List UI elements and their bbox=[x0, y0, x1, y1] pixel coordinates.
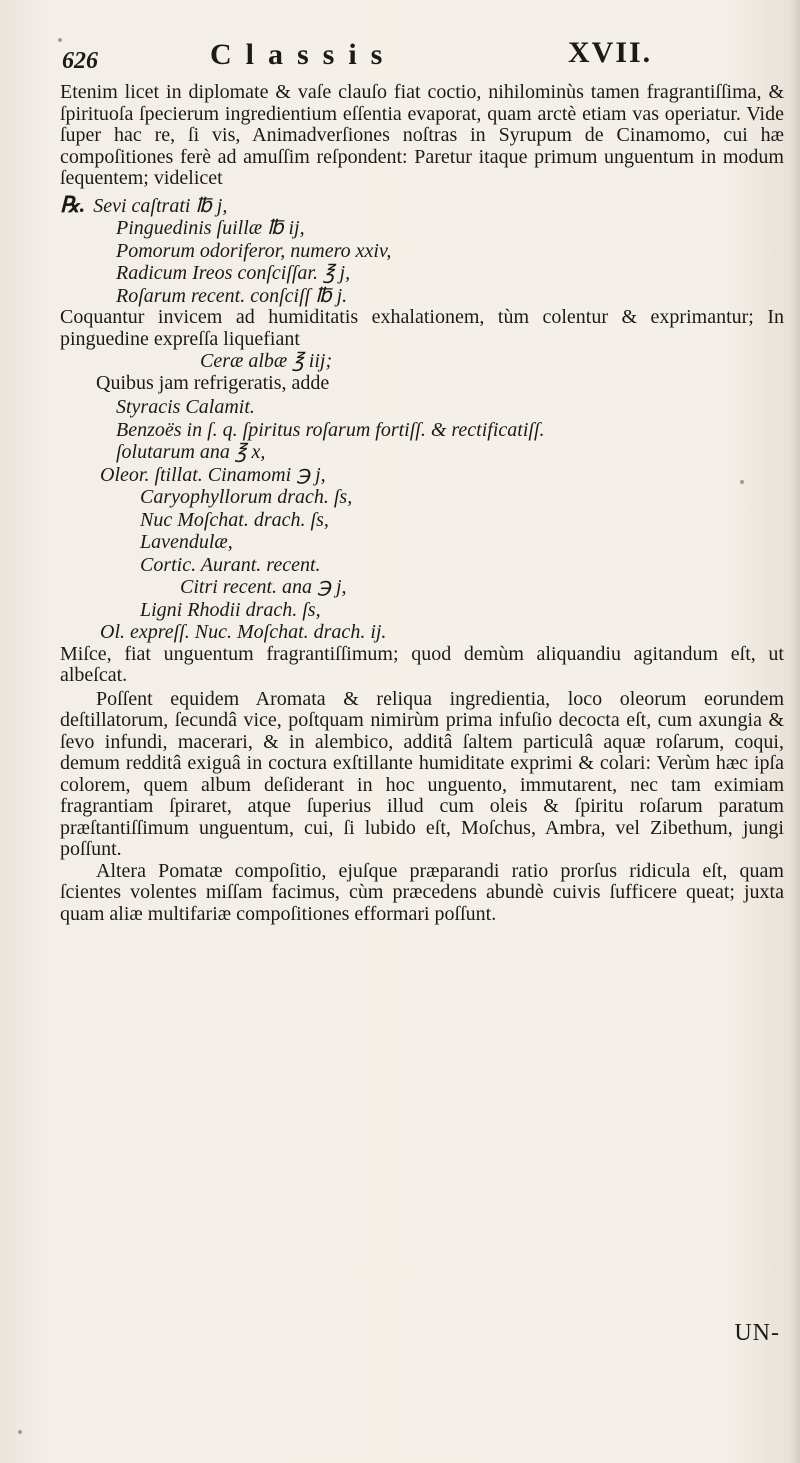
chapter-number: XVII. bbox=[568, 36, 653, 69]
recipe-symbol: ℞. bbox=[60, 191, 86, 217]
recipe-line: Styracis Calamit. bbox=[116, 396, 255, 418]
recipe-line: Benzoës in ſ. q. ſpiritus roſarum fortiſſ. & rectificatiſſ. bbox=[116, 418, 545, 441]
paragraph-quibus: Quibus jam refrigeratis, adde bbox=[96, 371, 330, 394]
recipe-line: Pinguedinis ſuillæ ℔ ij, bbox=[116, 217, 305, 239]
paragraph-altera: Altera Pomatæ compoſitio, ejuſque præparandi ratio prorſus ridicula eſt, quam ſcientes volentes miſſam facimus, cùm præcedens abundè cuivis ſufficere queat; juxta quam aliæ multifariæ compoſitiones efformari poſſunt. bbox=[60, 859, 784, 925]
recipe-line: Pomorum odoriferor, numero xxiv, bbox=[116, 239, 392, 262]
page-body bbox=[60, 82, 784, 925]
ink-speck bbox=[58, 38, 62, 42]
recipe-line-text: Sevi caſtrati ℔ j, bbox=[93, 194, 228, 217]
page-header bbox=[62, 30, 760, 80]
recipe-line: Radicum Ireos conſciſſar. ℥ j, bbox=[116, 262, 351, 284]
recipe-line: Cortic. Aurant. recent. bbox=[140, 553, 321, 576]
paragraph-coquantur: Coquantur invicem ad humiditatis exhalationem, tùm colentur & exprimantur; In pinguedine expreſſa liquefiant bbox=[60, 306, 784, 350]
recipe-line: Nuc Moſchat. drach. ſs, bbox=[140, 508, 329, 531]
recipe-line: Caryophyllorum drach. ſs, bbox=[140, 486, 353, 508]
catchword: UN- bbox=[734, 1320, 780, 1346]
recipe-line: Oleor. ſtillat. Cinamomi ℈ j, bbox=[100, 463, 326, 486]
recipe-line: Citri recent. ana ℈ j, bbox=[180, 576, 347, 598]
ink-speck bbox=[740, 480, 744, 484]
paragraph-misce: Miſce, fiat unguentum fragrantiſſimum; quod demùm aliquandiu agitandum eſt, ut albeſcat. bbox=[60, 642, 784, 686]
paragraph-intro: Etenim licet in diplomate & vaſe clauſo fiat coctio, nihilominùs tamen fragrantiſſima, & ſpirituoſa ſpecierum ingredientium eſſentia evaporat, quam arctè etiam vas operiatur. Vide ſuper hac re, ſi vis, Animadverſiones noſtras in Syrupum de Cinamomo, cui hæ compoſitiones ferè ad amuſſim reſpondent: Paretur itaque primum unguentum in modum ſequentem; videlicet bbox=[60, 81, 784, 189]
recipe-line bbox=[60, 191, 784, 218]
recipe-line: Lavendulæ, bbox=[140, 531, 233, 553]
page-edge-shadow bbox=[790, 0, 800, 1463]
recipe-line: Ligni Rhodii drach. ſs, bbox=[140, 598, 321, 621]
recipe-list-2 bbox=[60, 396, 784, 644]
paragraph-possent: Poſſent equidem Aromata & reliqua ingredientia, loco oleorum eorundem deſtillatorum, ſecundâ vice, poſtquam nimirùm prima infuſio decocta eſt, cum axungia & ſevo infundi, macerari, & in alembico, additâ ſaltem particulâ aquæ roſarum, coqui, demum redditâ exiguâ in coctura exſtillante humiditate exprimi & colari: Verùm hæc ipſa colorem, quem album deſiderant in hoc unguento, immutarent, nec tam eximiam fragrantiam ſpiraret, atque ſuperius illud cum oleis & ſpiritu roſarum paratum præſtantiſſimum unguentum, cui, ſi lubido eſt, Moſchus, Ambra, vel Zibethum, jungi poſſunt. bbox=[60, 687, 784, 860]
recipe-list-1 bbox=[60, 191, 784, 308]
recipe-line: Roſarum recent. conſciſſ ℔ j. bbox=[116, 284, 348, 307]
recipe-line: ſolutarum ana ℥ x, bbox=[116, 441, 266, 463]
running-head: Classis bbox=[210, 38, 397, 71]
page-number: 626 bbox=[62, 48, 98, 74]
recipe-line: Ol. expreſſ. Nuc. Moſchat. drach. ij. bbox=[100, 621, 387, 643]
ink-speck bbox=[18, 1430, 22, 1434]
recipe-line-cera: Ceræ albæ ℥ iij; bbox=[200, 350, 333, 372]
